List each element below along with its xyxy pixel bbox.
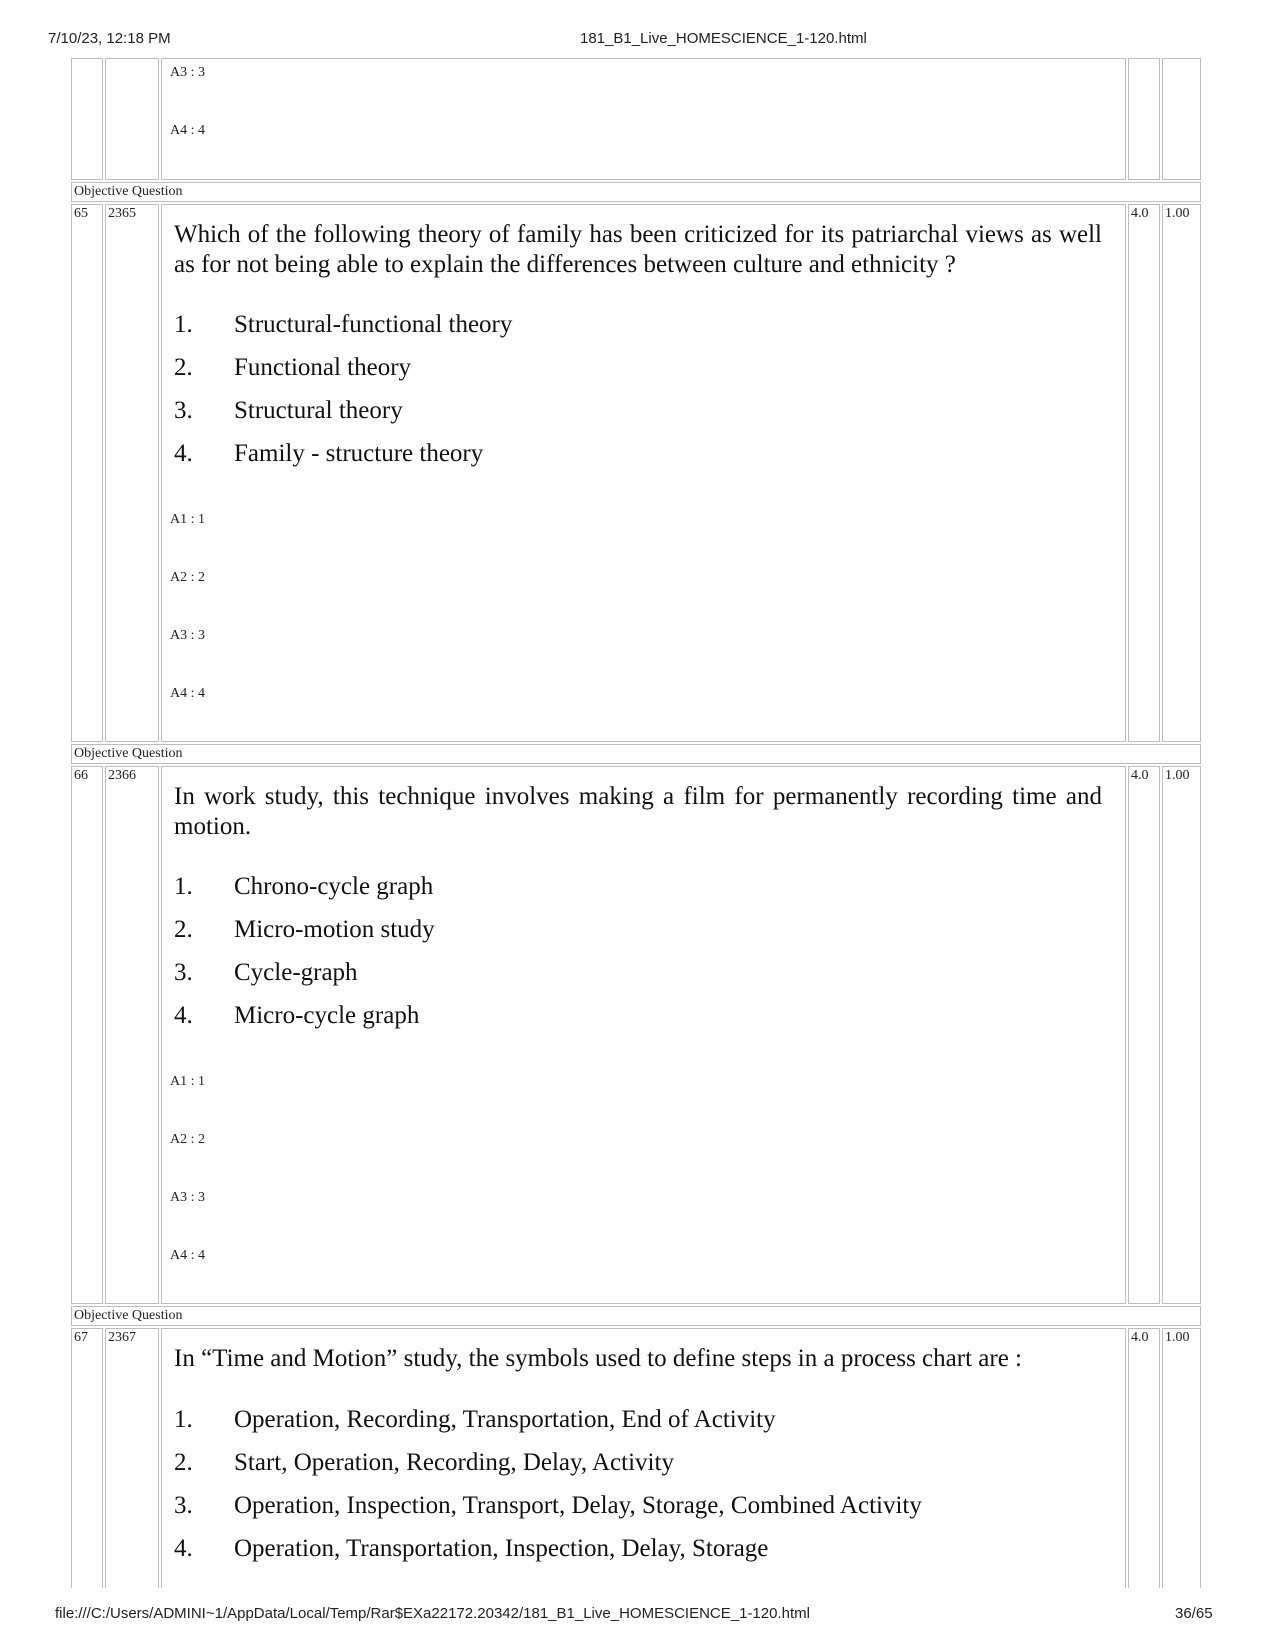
answer-key-4: A4 : 4	[170, 686, 205, 701]
prev-answer-3: A3 : 3	[170, 65, 205, 80]
option-4	[174, 1001, 419, 1031]
option-number: 3.	[174, 397, 193, 424]
question-sno: 65	[74, 206, 88, 221]
question-cell	[161, 766, 1126, 1304]
answer-key-3: A3 : 3	[170, 628, 205, 643]
option-number: 1.	[174, 1406, 193, 1433]
qid-cell	[105, 1328, 159, 1588]
question-marks: 4.0	[1131, 206, 1149, 221]
category-label: Objective Question	[74, 746, 183, 761]
option-2	[174, 1448, 674, 1478]
prev-qid-cell	[105, 58, 159, 180]
question-negative-marks: 1.00	[1165, 768, 1190, 783]
question-text: In work study, this technique involves making a film for permanently recording time and motion.	[174, 783, 1102, 840]
prev-sno-cell	[71, 58, 103, 180]
option-number: 2.	[174, 1449, 193, 1476]
option-1	[174, 872, 433, 902]
sno-cell	[71, 766, 103, 1304]
marks-cell	[1128, 766, 1160, 1304]
category-row	[71, 1306, 1201, 1326]
question-negative-marks: 1.00	[1165, 206, 1190, 221]
question-sno: 67	[74, 1330, 88, 1345]
question-marks: 4.0	[1131, 768, 1149, 783]
answer-key-4: A4 : 4	[170, 1248, 205, 1263]
option-text: Operation, Inspection, Transport, Delay, Storage, Combined Activity	[234, 1492, 922, 1519]
answer-key-2: A2 : 2	[170, 570, 205, 585]
option-text: Functional theory	[234, 354, 412, 381]
option-text: Operation, Transportation, Inspection, Delay, Storage	[234, 1535, 769, 1562]
category-row	[71, 744, 1201, 764]
option-1	[174, 1405, 776, 1435]
option-text: Chrono-cycle graph	[234, 873, 434, 900]
question-marks: 4.0	[1131, 1330, 1149, 1345]
option-4	[174, 439, 483, 469]
negative-cell	[1162, 1328, 1201, 1588]
option-number: 1.	[174, 873, 193, 900]
qid-cell	[105, 766, 159, 1304]
negative-cell	[1162, 766, 1201, 1304]
answer-key-3: A3 : 3	[170, 1190, 205, 1205]
option-text: Micro-motion study	[234, 916, 435, 943]
option-number: 3.	[174, 1492, 193, 1519]
option-number: 4.	[174, 1002, 193, 1029]
marks-cell	[1128, 1328, 1160, 1588]
prev-question-cell	[161, 58, 1126, 180]
answer-key-2: A2 : 2	[170, 1132, 205, 1147]
option-number: 4.	[174, 1535, 193, 1562]
qid-cell	[105, 204, 159, 742]
prev-negative-cell	[1162, 58, 1201, 180]
option-text: Micro-cycle graph	[234, 1002, 420, 1029]
category-label: Objective Question	[74, 1308, 183, 1323]
question-id: 2366	[108, 768, 136, 783]
print-page-indicator: 36/65	[1175, 1605, 1213, 1622]
marks-cell	[1128, 204, 1160, 742]
option-text: Operation, Recording, Transportation, End of Activity	[234, 1406, 776, 1433]
negative-cell	[1162, 204, 1201, 742]
option-number: 2.	[174, 354, 193, 381]
question-cell	[161, 204, 1126, 742]
question-text: Which of the following theory of family has been criticized for its patriarchal views as well as for not being able to explain the differences between culture and ethnicity ?	[174, 221, 1102, 278]
option-text: Structural theory	[234, 397, 403, 424]
question-sno: 66	[74, 768, 88, 783]
print-datetime: 7/10/23, 12:18 PM	[48, 30, 171, 47]
print-doc-title: 181_B1_Live_HOMESCIENCE_1-120.html	[580, 30, 867, 47]
option-2	[174, 353, 411, 383]
option-number: 3.	[174, 959, 193, 986]
option-1	[174, 310, 512, 340]
question-id: 2365	[108, 206, 136, 221]
option-text: Cycle-graph	[234, 959, 358, 986]
question-id: 2367	[108, 1330, 136, 1345]
category-label: Objective Question	[74, 184, 183, 199]
prev-answer-4: A4 : 4	[170, 123, 205, 138]
question-text: In “Time and Motion” study, the symbols used to define steps in a process chart are :	[174, 1345, 1022, 1372]
option-2	[174, 915, 435, 945]
sno-cell	[71, 1328, 103, 1588]
answer-key-1: A1 : 1	[170, 512, 205, 527]
option-text: Start, Operation, Recording, Delay, Activity	[234, 1449, 674, 1476]
option-text: Structural-functional theory	[234, 311, 513, 338]
option-3	[174, 396, 403, 426]
answer-key-1: A1 : 1	[170, 1074, 205, 1089]
option-number: 1.	[174, 311, 193, 338]
option-4	[174, 1534, 768, 1564]
option-number: 2.	[174, 916, 193, 943]
prev-marks-cell	[1128, 58, 1160, 180]
option-3	[174, 1491, 922, 1521]
question-negative-marks: 1.00	[1165, 1330, 1190, 1345]
print-file-path: file:///C:/Users/ADMINI~1/AppData/Local/Temp/Rar$EXa22172.20342/181_B1_Live_HOMESCIENCE_1-120.html	[55, 1605, 810, 1622]
option-text: Family - structure theory	[234, 440, 484, 467]
option-3	[174, 958, 358, 988]
sno-cell	[71, 204, 103, 742]
category-row	[71, 182, 1201, 202]
option-number: 4.	[174, 440, 193, 467]
